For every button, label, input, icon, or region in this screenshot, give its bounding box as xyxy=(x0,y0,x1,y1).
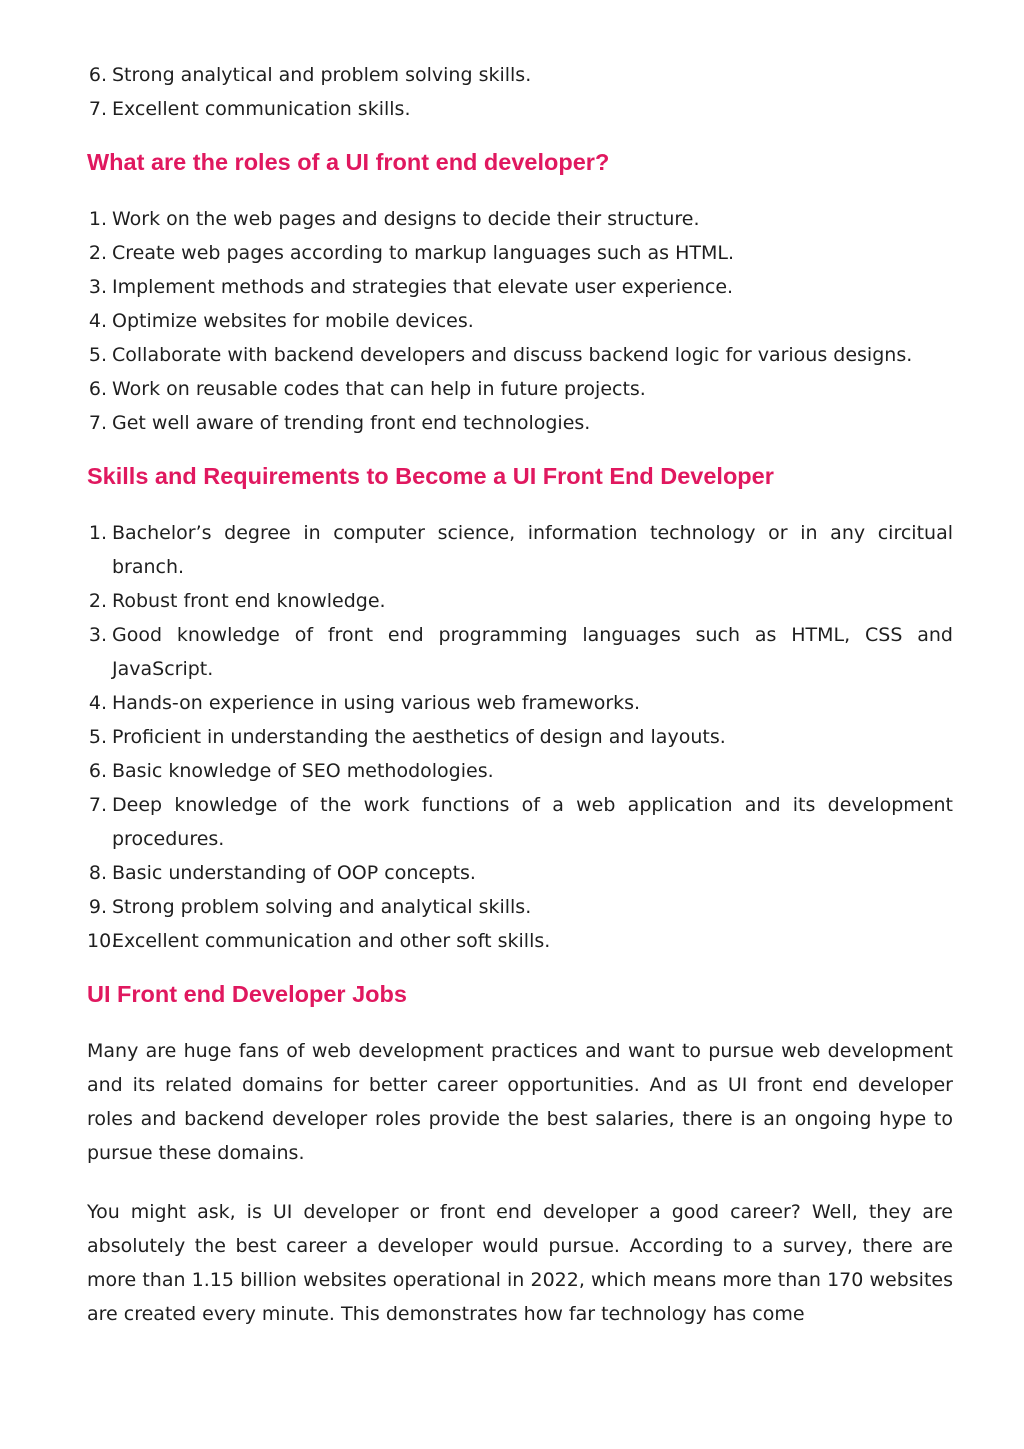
list-item xyxy=(87,202,953,236)
list-item xyxy=(87,754,953,788)
list-text: Strong problem solving and analytical skills. xyxy=(112,896,532,918)
list-item xyxy=(87,856,953,890)
list-item xyxy=(87,304,953,338)
list-number: 1. xyxy=(88,208,107,230)
list-item xyxy=(87,406,953,440)
skills-heading: Skills and Requirements to Become a UI Front End Developer xyxy=(87,463,774,489)
list-text: Excellent communication and other soft skills. xyxy=(112,930,551,952)
list-text: Robust front end knowledge. xyxy=(112,590,386,612)
list-item xyxy=(87,516,953,584)
list-text: Hands-on experience in using various web frameworks. xyxy=(112,692,641,714)
roles-heading: What are the roles of a UI front end developer? xyxy=(87,149,610,175)
list-number: 10. xyxy=(87,930,118,952)
list-text: Good knowledge of front end programming languages such as HTML, CSS and JavaScript. xyxy=(112,624,953,680)
list-item xyxy=(87,924,953,958)
list-item xyxy=(87,890,953,924)
list-text: Bachelor’s degree in computer science, information technology or in any circitual branch. xyxy=(112,522,953,578)
list-number: 3. xyxy=(88,276,107,298)
list-text: Get well aware of trending front end technologies. xyxy=(112,412,591,434)
list-item xyxy=(87,686,953,720)
list-number: 5. xyxy=(88,726,107,748)
list-text: Proficient in understanding the aesthetics of design and layouts. xyxy=(112,726,726,748)
list-item xyxy=(87,236,953,270)
list-item xyxy=(87,58,953,92)
list-number: 4. xyxy=(88,692,107,714)
list-text: Basic knowledge of SEO methodologies. xyxy=(112,760,494,782)
list-number: 6. xyxy=(88,760,107,782)
continued-list xyxy=(87,58,953,126)
list-text: Strong analytical and problem solving skills. xyxy=(112,64,532,86)
jobs-paragraph: You might ask, is UI developer or front end developer a good career? Well, they are absolutely the best career a developer would pursue. According to a survey, there are more than 1.15 billion websites operational in 2022, which means more than 170 websites are created every minute. This demonstrates how far technology has come xyxy=(87,1201,953,1325)
list-item xyxy=(87,92,953,126)
list-number: 2. xyxy=(88,242,107,264)
document-page xyxy=(87,58,953,1331)
list-text: Collaborate with backend developers and discuss backend logic for various designs. xyxy=(112,344,913,366)
list-text: Work on reusable codes that can help in future projects. xyxy=(112,378,646,400)
list-text: Work on the web pages and designs to decide their structure. xyxy=(112,208,700,230)
list-item xyxy=(87,720,953,754)
list-item xyxy=(87,270,953,304)
list-item xyxy=(87,372,953,406)
jobs-heading: UI Front end Developer Jobs xyxy=(87,981,407,1007)
roles-list xyxy=(87,202,953,440)
list-number: 3. xyxy=(88,624,107,646)
list-number: 4. xyxy=(88,310,107,332)
list-text: Implement methods and strategies that elevate user experience. xyxy=(112,276,734,298)
list-item xyxy=(87,584,953,618)
list-number: 6. xyxy=(88,378,107,400)
list-item xyxy=(87,788,953,856)
list-number: 7. xyxy=(88,794,107,816)
skills-list xyxy=(87,516,953,958)
list-item xyxy=(87,338,953,372)
list-number: 5. xyxy=(88,344,107,366)
list-number: 2. xyxy=(88,590,107,612)
list-text: Create web pages according to markup languages such as HTML. xyxy=(112,242,735,264)
list-number: 7. xyxy=(88,98,107,120)
list-number: 8. xyxy=(88,862,107,884)
list-text: Basic understanding of OOP concepts. xyxy=(112,862,476,884)
list-item xyxy=(87,618,953,686)
list-number: 1. xyxy=(88,522,107,544)
list-number: 6. xyxy=(88,64,107,86)
list-text: Excellent communication skills. xyxy=(112,98,411,120)
list-text: Optimize websites for mobile devices. xyxy=(112,310,474,332)
list-text: Deep knowledge of the work functions of a web application and its development procedures. xyxy=(112,794,953,850)
jobs-paragraph: Many are huge fans of web development practices and want to pursue web development and its related domains for better career opportunities. And as UI front end developer roles and backend developer roles provide the best salaries, there is an ongoing hype to pursue these domains. xyxy=(87,1040,953,1164)
list-number: 9. xyxy=(88,896,107,918)
list-number: 7. xyxy=(88,412,107,434)
